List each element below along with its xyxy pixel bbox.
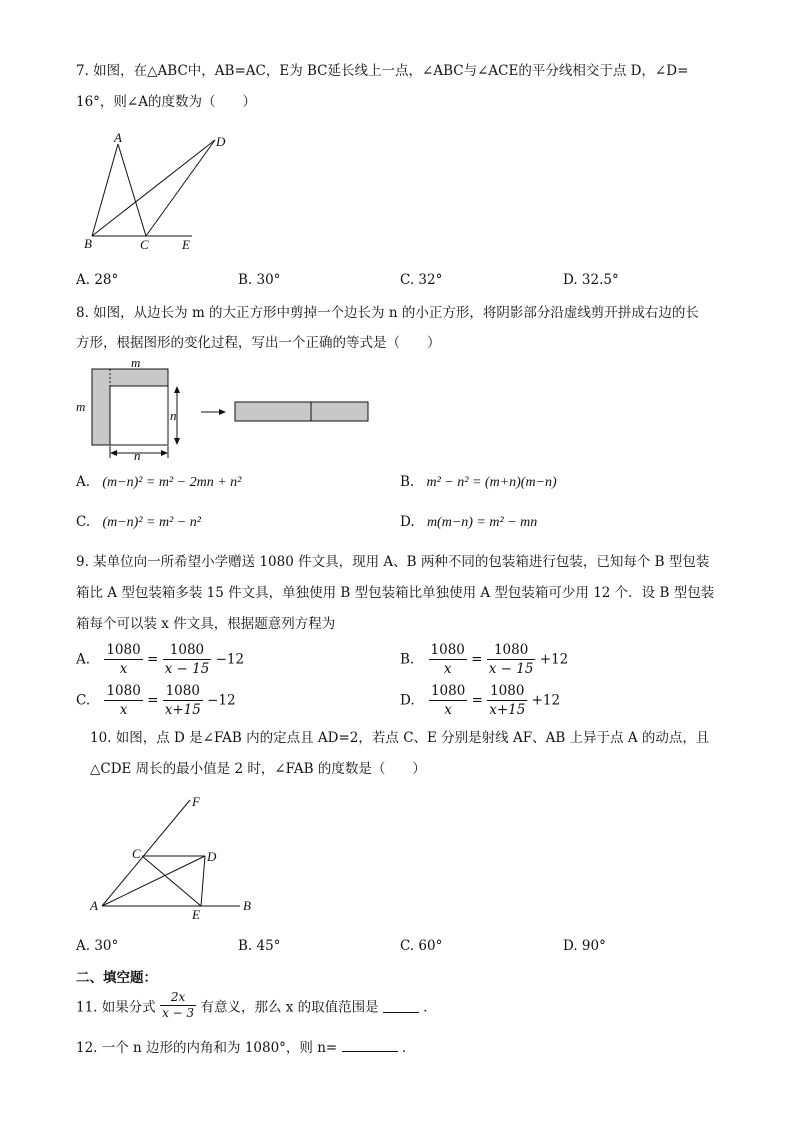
q8-option-b[interactable] [400, 474, 557, 491]
q12-answer-blank[interactable] [342, 1037, 398, 1052]
q9-b-num2: 1080 [487, 641, 536, 660]
q7-label-a: A [114, 130, 122, 145]
q9-a-den1: x [119, 661, 128, 677]
q8-figure [74, 356, 374, 462]
q9-a-tail: −12 [215, 651, 245, 668]
q9-option-d[interactable] [400, 682, 560, 719]
q9-c-den2: x+15 [164, 702, 201, 718]
q9-c-num1: 1080 [106, 683, 141, 699]
q9-option-c[interactable] [76, 682, 236, 719]
q10-label-c: C [132, 846, 141, 861]
q9-option-a-frac2 [163, 641, 212, 678]
q11 [76, 990, 437, 1021]
q9-option-b[interactable] [400, 641, 568, 678]
q9-option-d-frac1 [429, 682, 467, 719]
q10-figure [86, 792, 266, 922]
q10-option-a[interactable]: A. 30° [76, 938, 119, 954]
q11-den: x − 3 [162, 1006, 195, 1020]
q11-fraction [160, 990, 196, 1021]
q10-stem-line2: △CDE 周长的最小值是 2 时，∠FAB 的度数是（ ） [90, 761, 426, 777]
q9-b-tail: +12 [539, 651, 569, 668]
q10-option-c[interactable]: C. 60° [400, 938, 443, 954]
q11-post: 有意义，那么 x 的取值范围是 [200, 999, 379, 1016]
q9-option-b-frac2 [487, 641, 536, 678]
q9-option-d-frac2 [487, 682, 527, 719]
q11-end: ． [423, 999, 437, 1016]
q9-option-d-key: D. [400, 692, 415, 709]
q10-label-e: E [192, 907, 200, 922]
q9-d-den1: x [444, 702, 452, 718]
q11-answer-blank[interactable] [383, 998, 419, 1013]
q8-option-d-key: D. [400, 514, 415, 530]
q9-option-b-key: B. [400, 651, 415, 668]
q8-stem-line1: 8. 如图，从边长为 m 的大正方形中剪掉一个边长为 n 的小正方形，将阴影部分沿虚线剪开拼成右边的长 [76, 305, 699, 321]
q10-label-b: B [243, 898, 251, 913]
q9-stem-line2: 箱比 A 型包装箱多装 15 件文具，单独使用 B 型包装箱比单独使用 A 型包装箱可少用 12 个．设 B 型包装 [76, 585, 715, 601]
q8-label-m-left: m [76, 399, 86, 414]
q9-a-num2: 1080 [163, 641, 212, 660]
q9-b-den1: x [443, 661, 452, 677]
q11-pre: 11. 如果分式 [76, 999, 156, 1016]
q9-stem-line1: 9. 某单位向一所希望小学赠送 1080 件文具，现用 A、B 两种不同的包装箱进行包装，已知每个 B 型包装 [76, 554, 710, 570]
q9-d-den2: x+15 [489, 702, 526, 718]
q9-stem-line3: 箱每个可以装 x 件文具，根据题意列方程为 [76, 616, 336, 632]
q10-label-f: F [192, 794, 200, 809]
q9-b-den2: x − 15 [488, 661, 534, 677]
q9-a-equals: = [147, 651, 159, 668]
q9-b-num1: 1080 [430, 642, 465, 658]
q12-pre: 12. 一个 n 边形的内角和为 1080°，则 n= [76, 1040, 338, 1056]
q7-option-b[interactable]: B. 30° [238, 272, 281, 288]
q8-stem-line2: 方形，根据图形的变化过程，写出一个正确的等式是（ ） [76, 335, 441, 351]
q8-option-a[interactable] [76, 474, 241, 491]
q8-option-a-key: A. [76, 474, 91, 490]
q9-d-num2: 1080 [487, 682, 527, 701]
q8-option-d-expr: m(m−n) = m² − mn [426, 515, 538, 530]
q8-option-a-expr: (m−n)² = m² − 2mn + n² [102, 475, 242, 490]
q8-option-b-expr: m² − n² = (m+n)(m−n) [426, 475, 557, 490]
q10-option-b[interactable]: B. 45° [238, 938, 281, 954]
q7-label-c: C [140, 237, 149, 252]
q9-d-equals: = [471, 692, 483, 709]
q9-option-c-frac1 [104, 682, 142, 719]
q7-stem-line2: 16°，则∠A的度数为（ ） [76, 94, 256, 110]
q10-label-d: D [207, 849, 217, 864]
q9-c-num2: 1080 [163, 682, 203, 701]
q7-figure [78, 128, 238, 258]
q7-label-d: D [216, 134, 226, 149]
section-fill-in-title: 二、填空题： [76, 970, 157, 986]
q9-b-equals: = [471, 651, 483, 668]
q9-option-c-frac2 [163, 682, 203, 719]
q7-label-b: B [84, 236, 92, 251]
q9-option-a-frac1 [104, 641, 142, 678]
q9-d-num1: 1080 [430, 683, 466, 699]
q8-option-b-key: B. [400, 474, 415, 490]
q7-option-c[interactable]: C. 32° [400, 272, 443, 288]
q9-a-num1: 1080 [106, 642, 141, 658]
q12 [76, 1036, 415, 1056]
q10-option-d[interactable]: D. 90° [563, 938, 606, 954]
q9-d-tail: +12 [531, 692, 561, 709]
q9-option-b-frac1 [429, 641, 467, 678]
q10-label-a: A [90, 898, 98, 913]
q8-label-m-top: m [131, 356, 141, 370]
q8-option-c[interactable] [76, 514, 201, 531]
q8-label-n-bottom: n [134, 448, 141, 462]
q9-option-c-key: C. [76, 692, 91, 709]
q7-stem-line1: 7. 如图，在△ABC中，AB=AC，E为 BC延长线上一点，∠ABC与∠ACE的平分线相交于点 D，∠D= [76, 63, 689, 79]
q11-num: 2x [160, 990, 196, 1006]
q9-c-den1: x [119, 702, 128, 718]
q12-end: ． [401, 1040, 416, 1056]
q10-stem-line1: 10. 如图，点 D 是∠FAB 内的定点且 AD=2，若点 C、E 分别是射线 AF、AB 上异于点 A 的动点，且 [90, 730, 710, 746]
q8-option-c-key: C. [76, 514, 91, 530]
q7-label-e: E [182, 237, 190, 252]
q9-option-a-key: A. [76, 651, 91, 668]
q7-option-d[interactable]: D. 32.5° [563, 272, 619, 288]
q7-option-a[interactable]: A. 28° [76, 272, 119, 288]
q8-label-n-right: n [170, 408, 177, 423]
q9-c-equals: = [147, 692, 159, 709]
q8-option-c-expr: (m−n)² = m² − n² [102, 515, 201, 530]
q8-option-d[interactable] [400, 514, 537, 531]
q9-option-a[interactable] [76, 641, 244, 678]
q9-c-tail: −12 [207, 692, 236, 709]
q9-a-den2: x − 15 [164, 661, 210, 677]
